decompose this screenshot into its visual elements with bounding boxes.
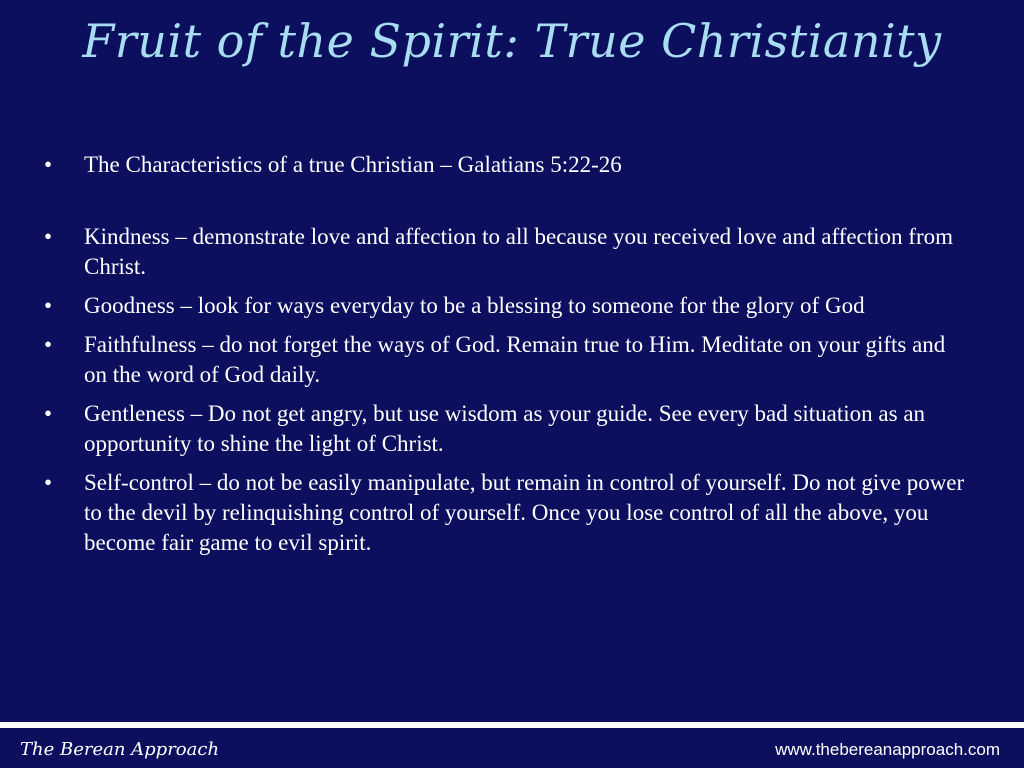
bullet-icon: • (44, 332, 53, 357)
bullet-text: Gentleness – Do not get angry, but use wisdom as your guide. See every bad situation as an opportunity to shine the light of Christ. (84, 401, 926, 456)
bullet-text: Kindness – demonstrate love and affection to all because you received love and affection from Christ. (84, 224, 954, 279)
bullet-item (44, 222, 974, 282)
bullet-text: Faithfulness – do not forget the ways of God. Remain true to Him. Meditate on your gifts and on the word of God daily. (84, 332, 946, 387)
bullet-icon: • (44, 152, 53, 177)
bullet-list (44, 150, 974, 567)
bullet-item (44, 468, 974, 558)
bullet-item (44, 150, 974, 180)
bullet-item (44, 291, 974, 321)
bullet-item (44, 399, 974, 459)
bullet-item (44, 330, 974, 390)
footer-divider (0, 722, 1024, 728)
bullet-text: Self-control – do not be easily manipulate, but remain in control of yourself. Do not give power to the devil by relinquishing control of yourself. Once you lose control of all the above, you become fair game to evil spirit. (84, 470, 965, 555)
bullet-text: Goodness – look for ways everyday to be a blessing to someone for the glory of God (84, 293, 865, 318)
bullet-icon: • (44, 293, 53, 318)
bullet-icon: • (44, 470, 53, 495)
footer-brand: The Berean Approach (20, 739, 220, 760)
slide-title: Fruit of the Spirit: True Christianity (82, 14, 942, 68)
bullet-icon: • (44, 224, 53, 249)
bullet-icon: • (44, 401, 53, 426)
bullet-text: The Characteristics of a true Christian – Galatians 5:22-26 (84, 152, 622, 177)
footer-website: www.thebereanapproach.com (775, 740, 1000, 759)
